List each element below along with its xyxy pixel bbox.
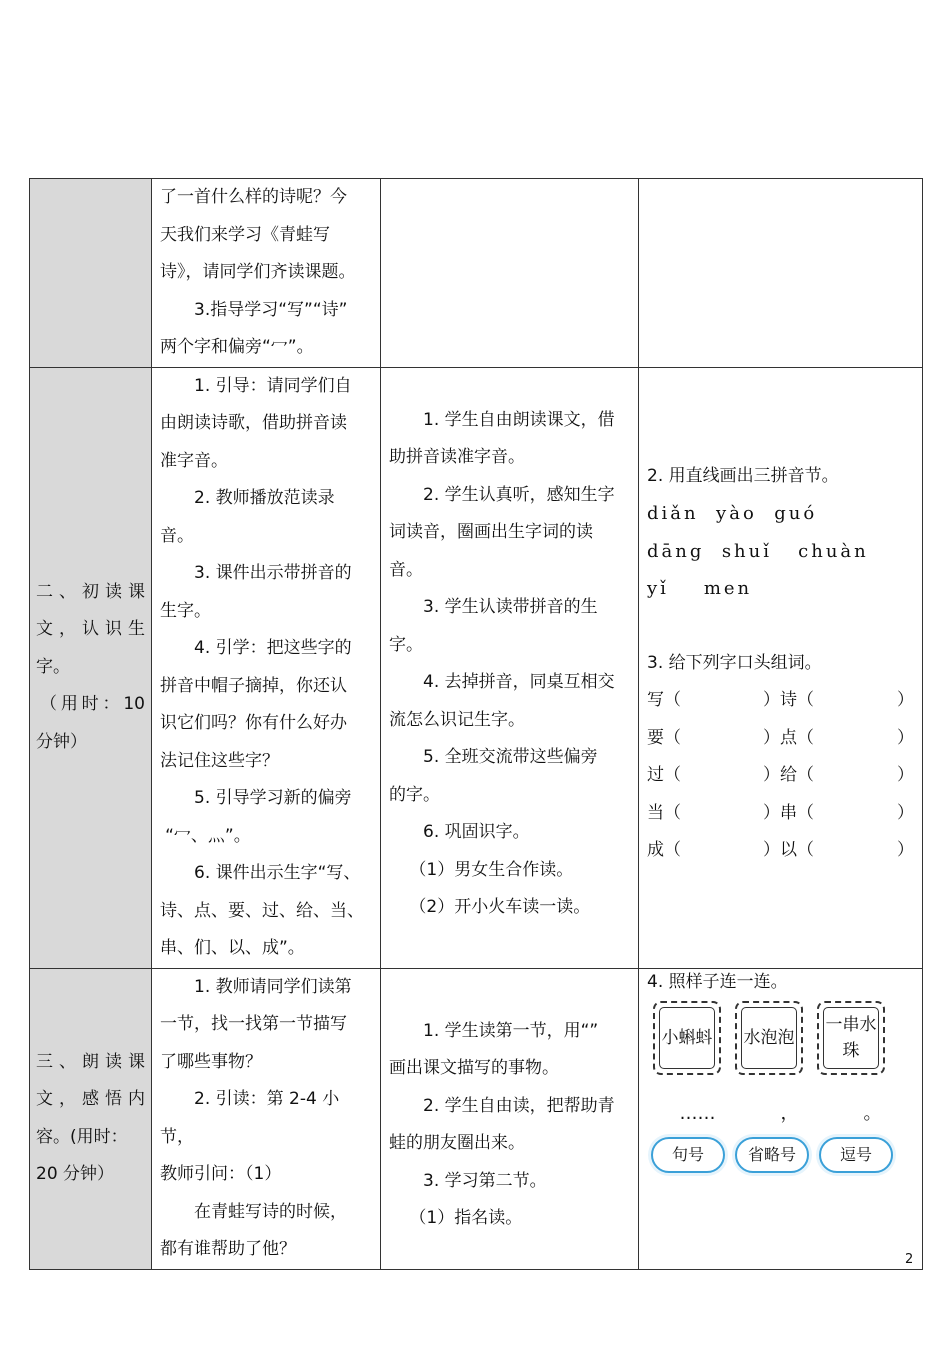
exercise-cell: [639, 968, 923, 1269]
word-group-row: [647, 720, 914, 758]
stage-cell: [30, 367, 152, 968]
blank-right[interactable]: ）: [897, 765, 914, 785]
text-line: 在青蛙写诗的时候，: [194, 1201, 347, 1222]
text-line: 词读音，圈画出生字词的读: [389, 522, 593, 542]
blank-left[interactable]: 当（ ）串（: [647, 802, 814, 823]
word-badge[interactable]: 一串水珠: [817, 1001, 885, 1075]
comma-mark[interactable]: ，: [780, 1102, 799, 1124]
word-group-row: [647, 682, 914, 720]
text-line: 助拼音读准字音。: [389, 447, 525, 467]
text-line: 的字。: [389, 784, 440, 805]
text-line: 画出课文描写的事物。: [389, 1058, 559, 1078]
period-mark[interactable]: 。: [863, 1102, 882, 1124]
text-line: 3. 学生认读带拼音的生: [423, 597, 598, 617]
text-line: 法记住这些字？: [160, 750, 279, 771]
student-activity-cell: [381, 179, 639, 368]
pinyin-line: yǐ men: [647, 578, 753, 599]
teacher-activity-cell: [152, 179, 381, 368]
text-line: 1. 引导：请同学们自: [194, 375, 352, 396]
text-line: （2）开小火车读一读。: [409, 897, 591, 917]
text-line: 音。: [389, 559, 423, 580]
text-line: 2. 引读：第 2-4 小节，: [160, 1089, 340, 1147]
blank-left[interactable]: 要（ ）点（: [647, 727, 814, 748]
text-line: 生字。: [160, 600, 211, 621]
stage-line: 文，感悟内: [36, 1089, 145, 1109]
word-group-row: [647, 795, 914, 833]
stage-line: 字。: [36, 656, 70, 677]
text-line: 由朗读诗歌，借助拼音读: [160, 413, 347, 433]
text-line: 3. 课件出示带拼音的: [194, 563, 352, 583]
pinyin-line: dāng shuǐ chuàn: [647, 540, 869, 562]
table-row: [30, 179, 923, 368]
word-group-row: [647, 832, 914, 870]
blank-right[interactable]: ）: [897, 727, 914, 748]
blank-left[interactable]: 成（ ）以（: [647, 840, 814, 860]
cloud-label[interactable]: 省略号: [735, 1137, 809, 1173]
text-line: 识它们吗？你有什么好办: [160, 713, 347, 733]
text-line: 1. 学生自由朗读课文，借: [423, 409, 615, 430]
spacer: [647, 608, 914, 645]
punctuation-marks: [647, 1101, 914, 1127]
pinyin-line: diǎn yào guó: [647, 503, 818, 524]
text-line: 5. 引导学习新的偏旁: [194, 788, 352, 808]
exercise-title: 3. 给下列字口头组词。: [647, 652, 822, 673]
word-badge[interactable]: 水泡泡: [735, 1001, 803, 1075]
text-line: 了哪些事物？: [160, 1051, 262, 1072]
text-line: 都有谁帮助了他？: [160, 1239, 296, 1259]
text-line: 蛙的朋友圈出来。: [389, 1133, 525, 1153]
table-row: [30, 968, 923, 1269]
text-line: 4. 引学：把这些字的: [194, 638, 352, 658]
exercise-cell: [639, 179, 923, 368]
text-line: 流怎么识记生字。: [389, 709, 525, 730]
text-line: 4. 去掉拼音，同桌互相交: [423, 672, 615, 692]
text-line: 音。: [160, 525, 194, 546]
word-badges: [653, 1001, 914, 1075]
text-line: 5. 全班交流带这些偏旁: [423, 747, 598, 767]
text-line: （1）男女生合作读。: [409, 859, 574, 880]
text-line: “冖、灬”。: [165, 825, 251, 846]
stage-line: 三、朗读课: [36, 1051, 145, 1072]
text-line: 1. 教师请同学们读第: [194, 976, 352, 997]
text-line: 2. 教师播放范读录: [194, 488, 335, 508]
text-line: 3. 学习第二节。: [423, 1170, 547, 1191]
teacher-activity-cell: [152, 968, 381, 1269]
blank-right[interactable]: ）: [897, 840, 914, 860]
text-line: 6. 课件出示生字“写、: [194, 863, 361, 883]
cloud-label[interactable]: 逗号: [819, 1137, 893, 1173]
lesson-plan-table: [29, 178, 923, 1270]
text-line: 两个字和偏旁“冖”。: [160, 337, 314, 357]
text-line: 字。: [389, 634, 423, 655]
ellipsis-mark[interactable]: ……: [679, 1102, 716, 1124]
stage-cell: [30, 968, 152, 1269]
page-number: 2: [905, 1252, 914, 1267]
text-line: （1）指名读。: [409, 1208, 523, 1228]
text-line: 准字音。: [160, 450, 228, 471]
stage-line: （用时：10: [40, 694, 145, 715]
word-group-row: [647, 757, 914, 795]
text-line: 6. 巩固识字。: [423, 822, 530, 842]
stage-line: 二、初读课: [36, 581, 145, 602]
text-line: 教师引问：（1）: [160, 1164, 282, 1184]
text-line: 了一首什么样的诗呢？今: [160, 187, 347, 207]
text-line: 天我们来学习《青蛙写: [160, 224, 330, 245]
text-line: 拼音中帽子摘掉，你还认: [160, 675, 347, 696]
blank-left[interactable]: 写（ ）诗（: [647, 690, 814, 710]
stage-line: 分钟）: [36, 731, 87, 752]
cloud-label[interactable]: 句号: [651, 1137, 725, 1173]
text-line: 2. 学生自由读，把帮助青: [423, 1095, 615, 1116]
text-line: 诗》，请同学们齐读课题。: [160, 262, 356, 282]
text-line: 诗、点、要、过、给、当、: [160, 900, 364, 921]
blank-right[interactable]: ）: [897, 802, 914, 823]
exercise-cell: [639, 367, 923, 968]
text-line: 一节，找一找第一节描写: [160, 1014, 347, 1034]
exercise-title: 4. 照样子连一连。: [647, 971, 788, 992]
word-badge[interactable]: 小蝌蚪: [653, 1001, 721, 1075]
text-line: 1. 学生读第一节，用“”: [423, 1020, 599, 1041]
blank-right[interactable]: ）: [897, 690, 914, 710]
text-line: 3.指导学习“写”“诗”: [194, 299, 348, 320]
table-row: [30, 367, 923, 968]
stage-line: 文，认识生: [36, 619, 145, 640]
stage-line: 容。(用时：: [36, 1126, 128, 1147]
name-clouds: [651, 1137, 914, 1173]
stage-line: 20 分钟）: [36, 1164, 115, 1184]
blank-left[interactable]: 过（ ）给（: [647, 765, 814, 785]
text-line: 2. 学生认真听，感知生字: [423, 484, 615, 505]
student-activity-cell: [381, 968, 639, 1269]
stage-cell: [30, 179, 152, 368]
student-activity-cell: [381, 367, 639, 968]
text-line: 串、们、以、成”。: [160, 938, 305, 958]
exercise-title: 2. 用直线画出三拼音节。: [647, 465, 839, 486]
teacher-activity-cell: [152, 367, 381, 968]
